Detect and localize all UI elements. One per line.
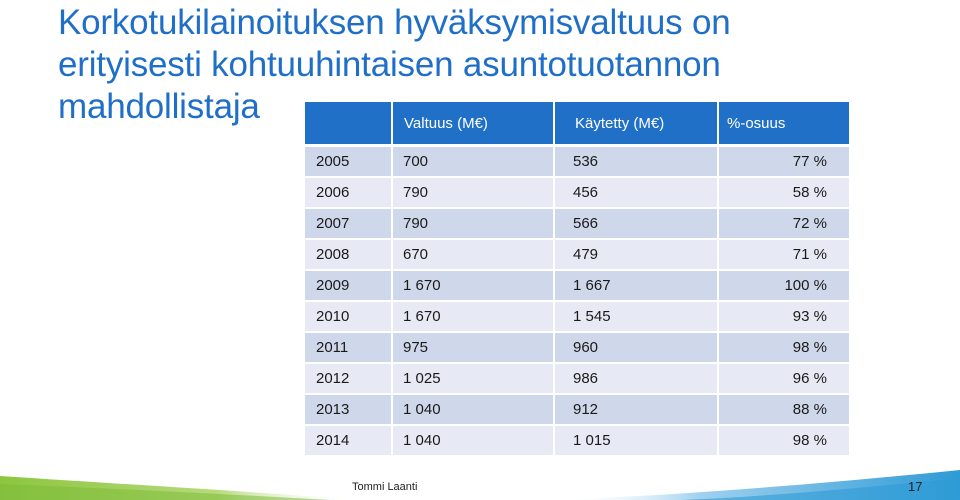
page-number: 17 [908, 479, 923, 494]
cell-kaytetty: 960 [553, 333, 717, 364]
title-line-1: Korkotukilainoituksen hyväksymisvaltuus on [58, 3, 731, 42]
cell-valtuus: 790 [391, 209, 553, 240]
table-row [305, 209, 849, 240]
cell-year: 2008 [305, 240, 391, 271]
cell-osuus: 100 % [717, 271, 849, 302]
cell-valtuus: 670 [391, 240, 553, 271]
cell-valtuus: 975 [391, 333, 553, 364]
cell-year: 2010 [305, 302, 391, 333]
cell-osuus: 98 % [717, 426, 849, 457]
cell-kaytetty: 536 [553, 147, 717, 178]
title-line-3: mahdollistaja [58, 87, 260, 126]
table-header-row [305, 102, 849, 147]
cell-kaytetty: 479 [553, 240, 717, 271]
table-row [305, 426, 849, 457]
cell-year: 2006 [305, 178, 391, 209]
cell-osuus: 98 % [717, 333, 849, 364]
cell-osuus: 77 % [717, 147, 849, 178]
cell-valtuus: 790 [391, 178, 553, 209]
cell-kaytetty: 566 [553, 209, 717, 240]
cell-valtuus: 1 040 [391, 395, 553, 426]
cell-osuus: 58 % [717, 178, 849, 209]
cell-kaytetty: 986 [553, 364, 717, 395]
cell-valtuus: 700 [391, 147, 553, 178]
table-row [305, 364, 849, 395]
cell-kaytetty: 456 [553, 178, 717, 209]
cell-year: 2012 [305, 364, 391, 395]
cell-osuus: 96 % [717, 364, 849, 395]
cell-osuus: 88 % [717, 395, 849, 426]
cell-kaytetty: 912 [553, 395, 717, 426]
table-row [305, 395, 849, 426]
cell-kaytetty: 1 667 [553, 271, 717, 302]
header-year [305, 102, 391, 147]
cell-osuus: 93 % [717, 302, 849, 333]
title-line-2: erityisesti kohtuuhintaisen asuntotuotannon [58, 45, 721, 84]
cell-year: 2009 [305, 271, 391, 302]
cell-valtuus: 1 670 [391, 271, 553, 302]
table-row [305, 147, 849, 178]
cell-year: 2005 [305, 147, 391, 178]
table-body [305, 147, 849, 457]
footer-decoration [0, 470, 960, 500]
cell-kaytetty: 1 015 [553, 426, 717, 457]
cell-osuus: 72 % [717, 209, 849, 240]
footer-author: Tommi Laanti [352, 481, 418, 493]
cell-valtuus: 1 040 [391, 426, 553, 457]
cell-year: 2007 [305, 209, 391, 240]
cell-valtuus: 1 670 [391, 302, 553, 333]
header-valtuus: Valtuus (M€) [391, 102, 553, 147]
cell-year: 2013 [305, 395, 391, 426]
cell-year: 2014 [305, 426, 391, 457]
table-row [305, 271, 849, 302]
cell-osuus: 71 % [717, 240, 849, 271]
cell-valtuus: 1 025 [391, 364, 553, 395]
cell-kaytetty: 1 545 [553, 302, 717, 333]
table-row [305, 333, 849, 364]
table-row [305, 302, 849, 333]
table-row [305, 178, 849, 209]
table-row [305, 240, 849, 271]
data-table [305, 102, 849, 457]
cell-year: 2011 [305, 333, 391, 364]
header-kaytetty: Käytetty (M€) [553, 102, 717, 147]
header-osuus: %-osuus [717, 102, 849, 147]
